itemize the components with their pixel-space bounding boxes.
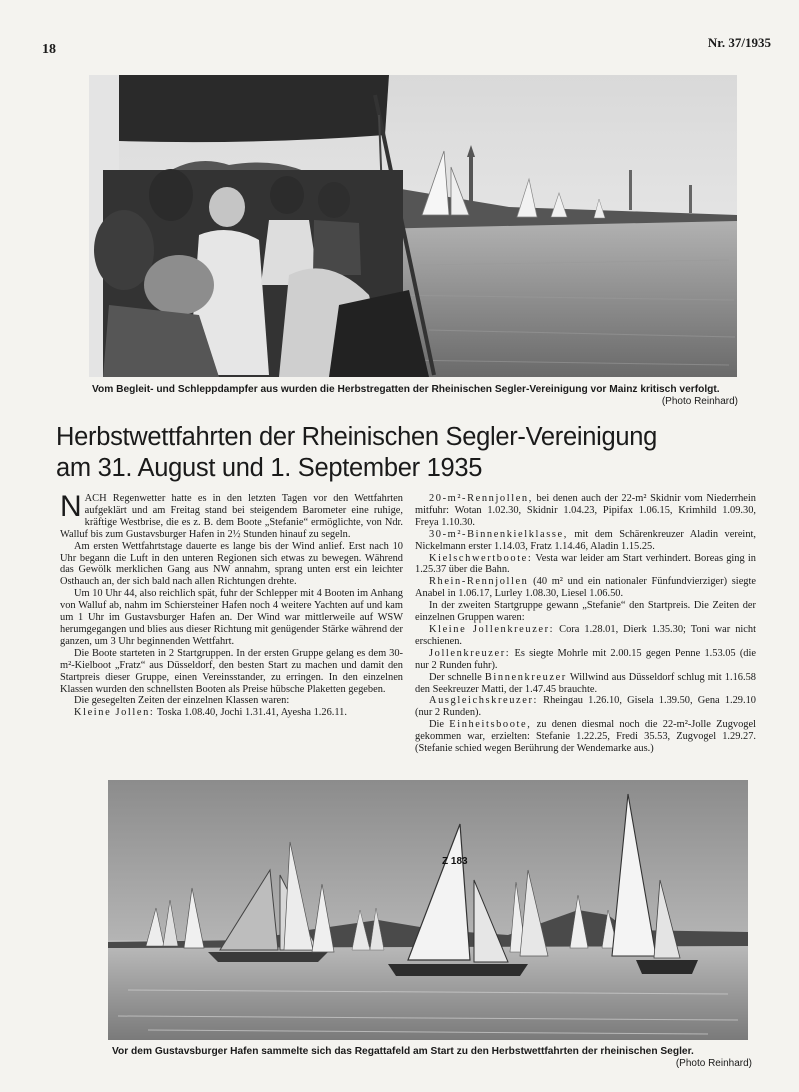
results-jollenkreuzer: Jollenkreuzer: Es siegte Mohrle mit 2.00.15 gegen Penne 1.53.05 (die nur 2 Runden fuhr). <box>415 647 756 671</box>
paragraph-1: NACH Regenwetter hatte es in den letzten Tagen vor den Wettfahrten aufgeklärt und am Freitag stand bei steigendem Barometer eine ruhige, kräftige Westbrise, die es z. B. dem Boote „Stefanie“ ermöglichte, von Ndr. Walluf bis zum Gustavsburger Hafen in 2½ Stunden hinauf zu segeln. <box>60 490 403 540</box>
results-rhein-rennjollen: Rhein-Rennjollen (40 m² und ein nationaler Fünfundvierziger) siegte Anabel in 1.06.17, Lurley 1.08.30, Liesel 1.06.50. <box>415 576 756 600</box>
results-30m-binnenkiel: 30-m²-Binnenkielklasse, mit dem Schärenkreuzer Aladin vereint, Nickelmann erster 1.14.03, Fratz 1.14.46, Aladin 1.15.25. <box>415 528 756 552</box>
paragraph-second-group: In der zweiten Startgruppe gewann „Stefanie“ den Startpreis. Die Zeiten der einzelnen Gruppen waren: <box>415 600 756 624</box>
paragraph-4: Die Boote starteten in 2 Startgruppen. In der ersten Gruppe gelang es dem 30-m²-Kielboot „Fratz“ aus Düsseldorf, den besten Start zu machen und damit den Startpreis dieser Gruppe, einen Vereinsstander, zu erringen. In den einzelnen Klassen wurden den schnellsten Booten als Preise hübsche Plaketten gegeben. <box>60 647 403 695</box>
drop-cap: N <box>60 490 82 523</box>
results-kleine-jollen: Kleine Jollen: Toska 1.08.40, Jochi 1.31.41, Ayesha 1.26.11. <box>74 707 347 719</box>
issue-number: Nr. 37/1935 <box>707 35 771 50</box>
paragraph-2: Am ersten Wettfahrtstage dauerte es lange bis der Wind anlief. Erst nach 10 Uhr begann die Luft in den unteren Regionen sich etwas zu bewegen. Während das Gewölk merklichen Gang aus NW annahm, sprang unten erst ein leichter Osthauch an, der sich bald nach allen Richtungen drehte. <box>60 540 403 588</box>
results-kielschwertboote: Kielschwertboote: Vesta war leider am Start verhindert. Boreas ging in 1.25.37 über die Bahn. <box>415 552 756 576</box>
title-line-2: am 31. August und 1. September 1935 <box>56 454 483 482</box>
paragraph-5: Die gesegelten Zeiten der einzelnen Klassen waren: <box>74 695 290 707</box>
sail-number-z: Z 183 <box>442 856 468 867</box>
bottom-photo-regatta-start <box>108 780 748 1040</box>
article-column-left <box>60 490 403 719</box>
results-20m-rennjollen: 20-m²-Rennjollen, bei denen auch der 22-m² Skidnir vom Niederrhein mitfuhr: Wotan 1.02.30, Skidnir 1.04.23, Pipifax 1.06.15, Krimhild 1.09.30, Freya 1.10.30. <box>415 493 756 528</box>
top-photo-caption <box>92 384 738 408</box>
article-column-right <box>415 493 756 755</box>
article-title <box>56 422 776 484</box>
results-binnenkreuzer: Der schnelle Binnenkreuzer Willwind aus Düsseldorf schlug mit 1.16.58 den Seekreuzer Matti, der 1.47.45 brauchte. <box>415 671 756 695</box>
results-ausgleichskreuzer: Ausgleichskreuzer: Rheingau 1.26.10, Gisela 1.39.50, Gena 1.29.10 (nur 2 Runden). <box>415 695 756 719</box>
top-photo-credit: (Photo Reinhard) <box>661 396 738 407</box>
title-line-1: Herbstwettfahrten der Rheinischen Segler-Vereinigung <box>56 423 658 451</box>
bottom-caption-text: Vor dem Gustavsburger Hafen sammelte sich das Regattafeld am Start zu den Herbstwettfahrten der rheinischen Segler. <box>112 1046 694 1057</box>
paragraph-3: Um 10 Uhr 44, also reichlich spät, fuhr der Schlepper mit 4 Booten im Anhang von Walluf ab, nahm im Schiersteiner Hafen noch 4 weitere Yachten auf und kam um 1 Uhr im Gustavsburger Hafen an. Der Wind war mittlerweile auf WSW herumgegangen und blies aus dieser Richtung mit genügender Stärke während der ganzen, um 3 Uhr beginnenden Wettfahrt. <box>60 588 403 647</box>
bottom-photo-caption <box>112 1046 752 1070</box>
page-number: 18 <box>42 42 56 57</box>
results-einheitsboote: Die Einheitsboote, zu denen diesmal noch die 22-m²-Jolle Zugvogel gekommen war, erzielten: Stefanie 1.22.25, Fredi 35.53, Zugvogel 1.29.27. (Stefanie schied wegen Berührung der Wendemarke aus.) <box>415 719 756 755</box>
bottom-photo-credit: (Photo Reinhard) <box>675 1058 752 1069</box>
results-kleine-jollenkreuzer: Kleine Jollenkreuzer: Cora 1.28.01, Dierk 1.35.30; Toni war nicht erschienen. <box>415 623 757 647</box>
top-photo-spectators-on-steamer <box>89 75 737 377</box>
top-caption-text: Vom Begleit- und Schleppdampfer aus wurden die Herbstregatten der Rheinischen Segler-Vereinigung vor Mainz kritisch verfolgt. <box>92 384 720 395</box>
